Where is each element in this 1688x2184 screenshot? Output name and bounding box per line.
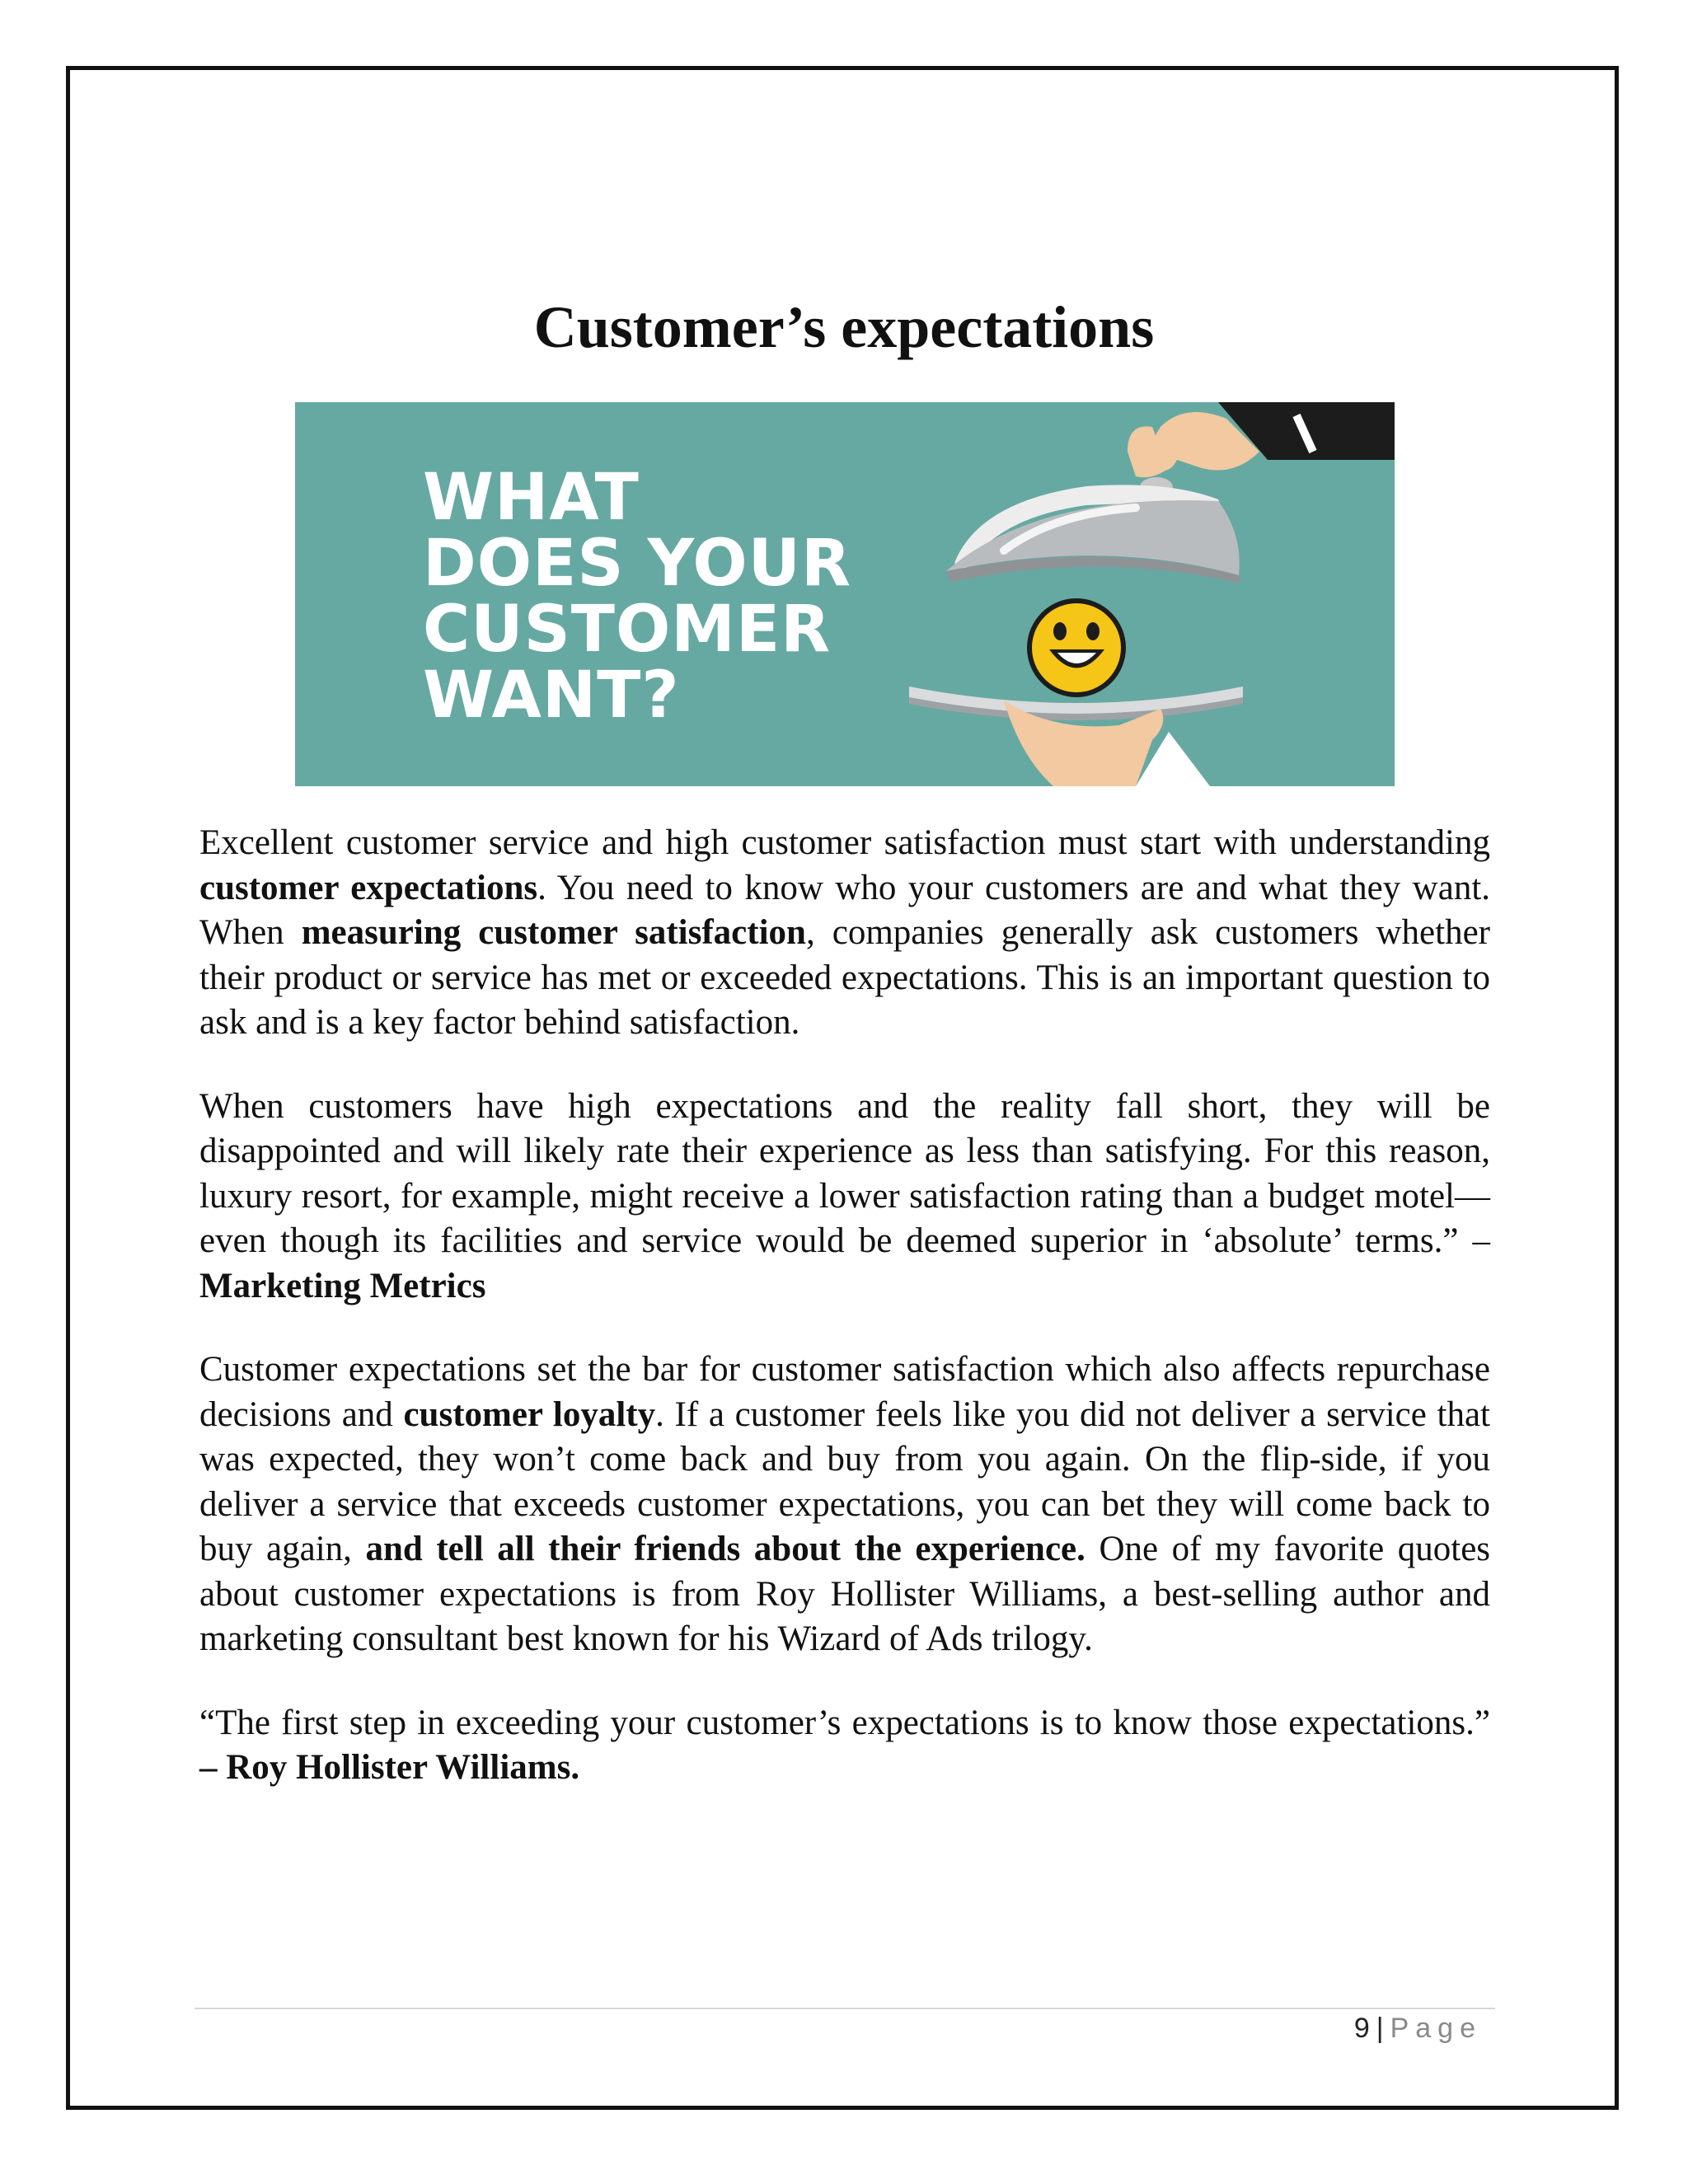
text-run: . If a customer feels like you did not deliver a service that was expected, they won’t come back and buy from you again. On the flip-side, if you deliver a service that exceeds customer expectations, you can bet they will come back to buy again, [199,1394,1491,1568]
banner-headline [423,461,852,733]
footer-separator: | [1376,2013,1384,2044]
footer-divider [195,2008,1495,2009]
page-footer [1354,2013,1482,2045]
bold-phrase: and tell all their friends about the experience. [365,1530,1085,1568]
banner-line: WANT? [423,658,680,733]
bold-phrase: measuring customer satisfaction [301,913,806,952]
text-run: Excellent customer service and high customer satisfaction must start with understanding [199,823,1490,862]
page-number: 9 [1353,2013,1370,2044]
text-run: . You need to know who your customers are and what they want. When [199,868,1491,952]
page-title: Customer’s expectations [533,294,1155,360]
banner-image [295,402,1395,786]
banner-line: DOES YOUR [423,527,852,601]
smiley-face-icon [1029,601,1123,695]
paragraph-1 [199,821,1490,1046]
hand-icon [1128,402,1395,477]
quote-text: “The first step in exceeding your customer’s expectations is to know those expectations.” [199,1703,1490,1742]
paragraph-4 [199,1701,1490,1791]
text-run: , companies generally ask customers whether their product or service has met or exceeded expectations. This is an important question to ask and is a key factor behind satisfaction. [199,913,1490,1042]
serving-cloche-icon [946,477,1241,583]
bold-phrase: customer expectations [199,868,538,907]
text-run: Customer expectations set the bar for customer satisfaction which also affects repurchase decisions and [199,1350,1490,1434]
quote-author: – Roy Hollister Williams. [199,1748,580,1787]
bold-phrase: customer loyalty [403,1394,656,1434]
body-text [199,821,1490,1830]
page-label: Page [1390,2013,1482,2044]
banner-line: WHAT [423,461,640,535]
quote-source: Marketing Metrics [199,1266,486,1305]
text-run: One of my favorite quotes about customer expectations is from Roy Hollister Williams, a best-selling author and marketing consultant best known for his Wizard of Ads trilogy. [199,1530,1491,1658]
paragraph-2 [199,1085,1490,1310]
paragraph-3 [199,1347,1490,1662]
text-run: When customers have high expectations and the reality fall short, they will be disappointed and will likely rate their experience as less than satisfying. For this reason, luxury resort, for example, might receive a lower satisfaction rating than a budget motel—even though its facilities and service would be deemed superior in ‘absolute’ terms.” – [199,1086,1490,1260]
banner-line: CUSTOMER [423,593,832,667]
